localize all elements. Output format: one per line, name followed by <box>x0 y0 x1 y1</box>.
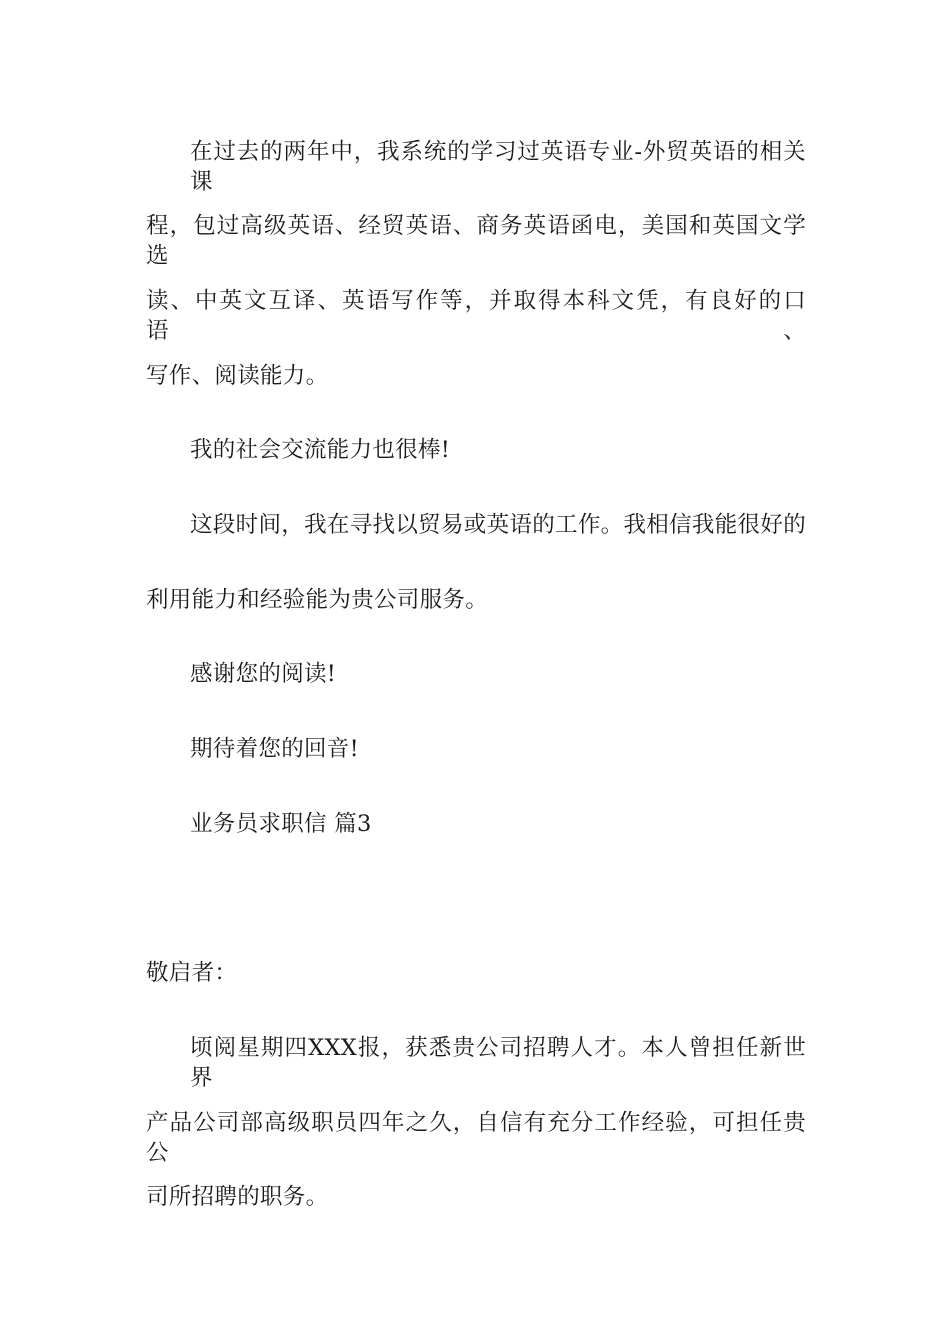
paragraph-line: 产品公司部高级职员四年之久，自信有充分工作经验，可担任贵公 <box>146 1110 806 1166</box>
paragraph-line: 司所招聘的职务。 <box>146 1184 329 1210</box>
paragraph-line: 这段时间，我在寻找以贸易或英语的工作。我相信我能很好的 <box>190 512 806 538</box>
salutation: 敬启者： <box>146 960 238 986</box>
paragraph-line: 我的社会交流能力也很棒! <box>190 437 451 463</box>
paragraph-line: 程，包过高级英语、经贸英语、商务英语函电，美国和英国文学选 <box>146 213 806 269</box>
paragraph-line: 利用能力和经验能为贵公司服务。 <box>146 587 489 613</box>
paragraph-line: 读、中英文互译、英语写作等，并取得本科文凭，有良好的口语、 <box>146 288 806 344</box>
paragraph-line: 顷阅星期四XXX报，获悉贵公司招聘人才。本人曾担任新世界 <box>190 1035 806 1091</box>
paragraph-line: 写作、阅读能力。 <box>146 363 329 389</box>
paragraph-line: 期待着您的回音! <box>190 736 359 762</box>
paragraph-line: 在过去的两年中，我系统的学习过英语专业-外贸英语的相关课 <box>190 139 806 195</box>
paragraph-line: 感谢您的阅读! <box>190 661 337 687</box>
section-heading: 业务员求职信 篇3 <box>190 811 372 837</box>
